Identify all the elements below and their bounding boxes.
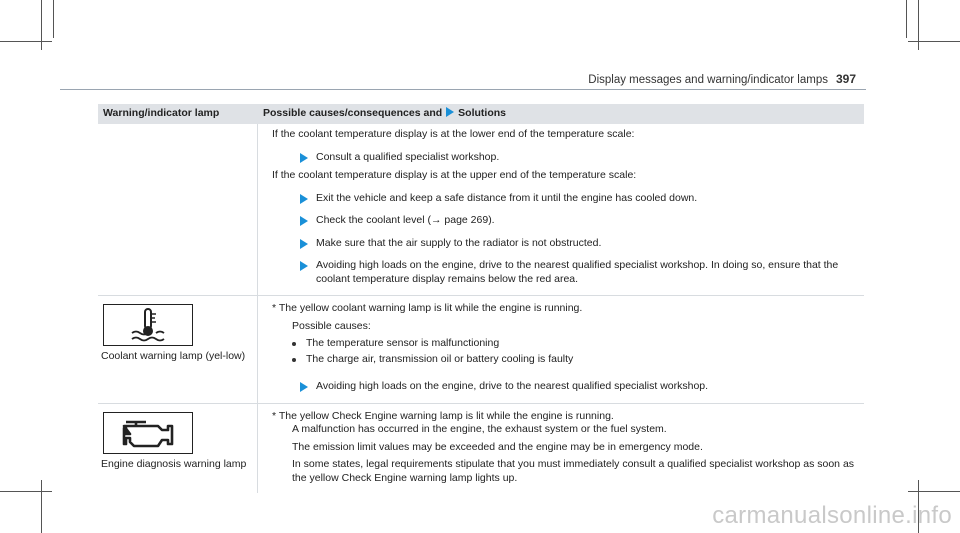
crop-mark bbox=[908, 491, 960, 492]
table-row bbox=[98, 404, 864, 494]
arrow-icon bbox=[300, 216, 308, 226]
step-text: Check the coolant level (→ page 269). bbox=[316, 214, 495, 226]
causes-cell bbox=[258, 296, 864, 403]
header-rule bbox=[60, 89, 866, 90]
paragraph: * The yellow coolant warning lamp is lit while the engine is running. bbox=[272, 302, 583, 314]
engine-lamp-box bbox=[103, 412, 193, 454]
crop-mark bbox=[53, 0, 54, 38]
list-item-text: The charge air, transmission oil or battery cooling is faulty bbox=[306, 352, 574, 365]
arrow-icon bbox=[300, 382, 308, 392]
step bbox=[272, 259, 864, 286]
list-item-text: The temperature sensor is malfunctioning bbox=[306, 337, 500, 349]
table-row bbox=[98, 296, 864, 404]
paragraph: A malfunction has occurred in the engine, the exhaust system or the fuel system. bbox=[292, 423, 667, 435]
arrow-icon bbox=[446, 107, 454, 117]
step bbox=[272, 237, 864, 251]
col-header-solutions-text: Solutions bbox=[458, 107, 507, 120]
step bbox=[272, 380, 864, 394]
crop-mark bbox=[906, 0, 907, 38]
col-header-lamp: Warning/indicator lamp bbox=[103, 107, 220, 120]
step-text: Exit the vehicle and keep a safe distance from it until the engine has cooled down. bbox=[316, 191, 698, 204]
step bbox=[272, 214, 864, 228]
arrow-icon bbox=[300, 239, 308, 249]
arrow-icon bbox=[300, 194, 308, 204]
table-row bbox=[98, 124, 864, 296]
paragraph: In some states, legal requirements stipulate that you must immediately consult a qualified specialist workshop as soon as the yellow Check Engine warning lamp lights up. bbox=[292, 458, 855, 484]
paragraph: Possible causes: bbox=[292, 319, 371, 332]
lamp-label: Coolant warning lamp (yel-low) bbox=[101, 350, 246, 362]
col-header-causes-text: Possible causes/consequences and bbox=[263, 107, 443, 120]
coolant-lamp-box bbox=[103, 304, 193, 346]
running-head bbox=[588, 72, 856, 86]
watermark: carmanualsonline.info bbox=[712, 502, 952, 529]
crop-mark bbox=[0, 491, 52, 492]
bullet-icon bbox=[292, 342, 296, 346]
paragraph: If the coolant temperature display is at the lower end of the temperature scale: bbox=[272, 128, 635, 140]
list-item bbox=[272, 353, 864, 367]
page-number: 397 bbox=[835, 72, 856, 86]
bullet-icon bbox=[292, 358, 296, 362]
lamp-cell bbox=[98, 296, 258, 403]
step-text: Make sure that the air supply to the radiator is not obstructed. bbox=[316, 236, 602, 249]
causes-cell bbox=[258, 124, 864, 295]
paragraph: * The yellow Check Engine warning lamp is lit while the engine is running. bbox=[272, 409, 614, 422]
crop-mark bbox=[41, 480, 42, 533]
engine-icon bbox=[116, 416, 180, 450]
arrow-icon bbox=[300, 261, 308, 271]
lamp-cell-empty bbox=[98, 124, 258, 295]
causes-cell bbox=[258, 404, 864, 494]
list-item bbox=[272, 337, 864, 351]
crop-mark bbox=[908, 41, 960, 42]
lamp-cell bbox=[98, 404, 258, 494]
step-text: Avoiding high loads on the engine, drive to the nearest qualified specialist workshop. In doing so, ensure that the coolant temperature display remains below the red area. bbox=[316, 259, 839, 285]
paragraph: The emission limit values may be exceeded and the engine may be in emergency mode. bbox=[292, 440, 703, 453]
crop-mark bbox=[918, 0, 919, 50]
col-header-causes bbox=[258, 107, 864, 121]
crop-mark bbox=[0, 41, 52, 42]
lamp-label: Engine diagnosis warning lamp bbox=[101, 457, 247, 470]
running-head-title: Display messages and warning/indicator lamps bbox=[588, 74, 828, 86]
paragraph: If the coolant temperature display is at the upper end of the temperature scale: bbox=[272, 169, 637, 181]
warning-lamp-table bbox=[98, 104, 864, 493]
coolant-thermometer-icon bbox=[128, 307, 168, 343]
step-text: Consult a qualified specialist workshop. bbox=[316, 150, 500, 163]
step bbox=[272, 151, 864, 165]
table-header bbox=[98, 104, 864, 124]
step-text: Avoiding high loads on the engine, drive to the nearest qualified specialist workshop. bbox=[316, 380, 709, 392]
step bbox=[272, 192, 864, 206]
crop-mark bbox=[41, 0, 42, 50]
arrow-icon bbox=[300, 153, 308, 163]
